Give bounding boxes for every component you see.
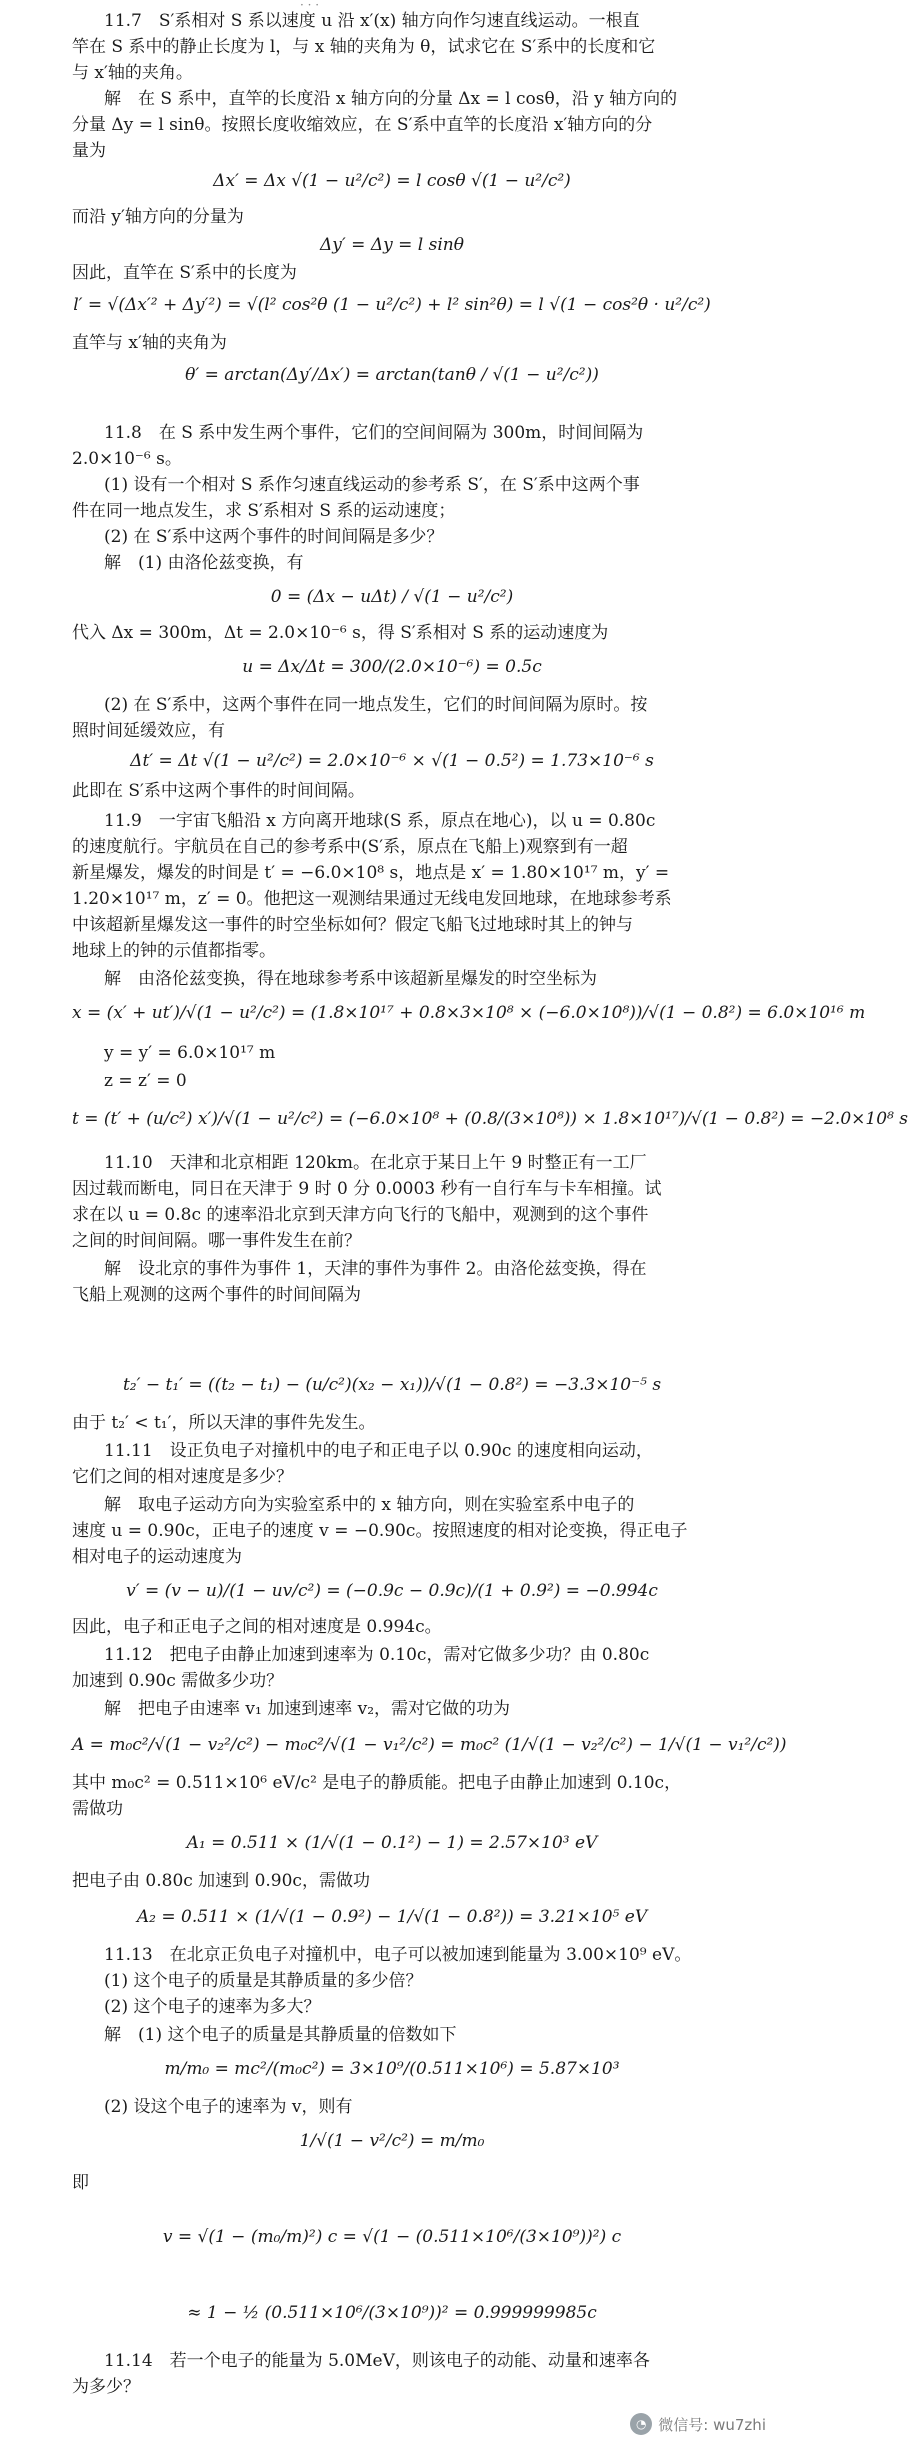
text-line: (2) 设这个电子的速率为 v，则有 [104,2097,353,2117]
equation-line: t₂′ − t₁′ = ((t₂ − t₁) − (u/c²)(x₂ − x₁))/√(1 − 0.8²) = −3.3×10⁻⁵ s [122,1375,662,1395]
text-line: 与 x′轴的夹角。 [72,63,193,83]
text-line: (2) 这个电子的速率为多大？ [104,1997,321,2017]
text-line: 而沿 y′轴方向的分量为 [72,207,244,227]
text-line: 解 (1) 由洛伦兹变换，有 [104,553,304,573]
text-line: 相对电子的运动速度为 [72,1547,242,1567]
equation-line: A₁ = 0.511 × (1/√(1 − 0.1²) − 1) = 2.57×10³ eV [186,1833,598,1853]
wechat-icon: ◔ [630,2413,652,2435]
text-line: 2.0×10⁻⁶ s。 [72,449,182,469]
text-line: 之间的时间间隔。哪一事件发生在前？ [72,1231,361,1251]
text-line: 解 把电子由速率 v₁ 加速到速率 v₂，需对它做的功为 [104,1699,511,1719]
watermark-text: 微信号: wu7zhi [658,2415,766,2434]
text-line: 件在同一地点发生，求 S′系相对 S 系的运动速度； [72,501,456,521]
equation-line: A₂ = 0.511 × (1/√(1 − 0.9²) − 1/√(1 − 0.8²)) = 3.21×10⁵ eV [136,1907,648,1927]
text-line: y = y′ = 6.0×10¹⁷ m [104,1043,276,1063]
text-line: 照时间延缓效应，有 [72,721,225,741]
equation-line: 1/√(1 − v²/c²) = m/m₀ [299,2131,485,2151]
equation-line: v′ = (v − u)/(1 − uv/c²) = (−0.9c − 0.9c)/(1 + 0.9²) = −0.994c [126,1581,658,1601]
text-line: 解 设北京的事件为事件 1，天津的事件为事件 2。由洛伦兹变换，得在 [104,1259,647,1279]
text-line: 因过载而断电，同日在天津于 9 时 0 分 0.0003 秒有一自行车与卡车相撞。试 [72,1179,662,1199]
top-fragment: · · · [300,0,320,12]
text-line: 11.11 设正负电子对撞机中的电子和正电子以 0.90c 的速度相向运动， [104,1441,653,1461]
text-line: 解 取电子运动方向为实验室系中的 x 轴方向，则在实验室系中电子的 [104,1495,635,1515]
text-line: 11.9 一宇宙飞船沿 x 方向离开地球(S 系，原点在地心)，以 u = 0.80c [104,811,656,831]
text-line: 直竿与 x′轴的夹角为 [72,333,227,353]
text-line: 把电子由 0.80c 加速到 0.90c，需做功 [72,1871,370,1891]
equation-line: 0 = (Δx − uΔt) / √(1 − u²/c²) [270,587,514,607]
text-line: 飞船上观测的这两个事件的时间间隔为 [72,1285,361,1305]
text-line: 1.20×10¹⁷ m，z′ = 0。他把这一观测结果通过无线电发回地球，在地球参考系 [72,889,672,909]
text-line: 代入 Δx = 300m，Δt = 2.0×10⁻⁶ s，得 S′系相对 S 系的运动速度为 [72,623,609,643]
text-line: 分量 Δy = l sinθ。按照长度收缩效应，在 S′系中直竿的长度沿 x′轴方向的分 [72,115,653,135]
text-line: (2) 在 S′系中，这两个事件在同一地点发生，它们的时间间隔为原时。按 [104,695,648,715]
text-line: 求在以 u = 0.8c 的速率沿北京到天津方向飞行的飞船中，观测到的这个事件 [72,1205,649,1225]
equation-line: ≈ 1 − ½ (0.511×10⁶/(3×10⁹))² = 0.999999985c [187,2303,597,2323]
text-line: 11.13 在北京正负电子对撞机中，电子可以被加速到能量为 3.00×10⁹ eV。 [104,1945,692,1965]
equation-line: A = m₀c²/√(1 − v₂²/c²) − m₀c²/√(1 − v₁²/c²) = m₀c² (1/√(1 − v₂²/c²) − 1/√(1 − v₁²/c²)) [72,1735,787,1755]
text-line: 因此，电子和正电子之间的相对速度是 0.994c。 [72,1617,442,1637]
equation-line: Δt′ = Δt √(1 − u²/c²) = 2.0×10⁻⁶ × √(1 − 0.5²) = 1.73×10⁻⁶ s [130,751,654,771]
text-line: 竿在 S 系中的静止长度为 l，与 x 轴的夹角为 θ，试求它在 S′系中的长度和它 [72,37,656,57]
text-line: 解 由洛伦兹变换，得在地球参考系中该超新星爆发的时空坐标为 [104,969,597,989]
text-line: 解 在 S 系中，直竿的长度沿 x 轴方向的分量 Δx = l cosθ，沿 y 轴方向的 [104,89,678,109]
text-line: 它们之间的相对速度是多少？ [72,1467,293,1487]
text-line: 11.8 在 S 系中发生两个事件，它们的空间间隔为 300m，时间间隔为 [104,423,644,443]
text-line: (1) 设有一个相对 S 系作匀速直线运动的参考系 S′，在 S′系中这两个事 [104,475,640,495]
equation-line: l′ = √(Δx′² + Δy′²) = √(l² cos²θ (1 − u²/c²) + l² sin²θ) = l √(1 − cos²θ · u²/c²) [73,295,711,315]
text-line: 11.7 S′系相对 S 系以速度 u 沿 x′(x) 轴方向作匀速直线运动。一根直 [104,11,640,31]
watermark [630,2412,766,2436]
text-line: 其中 m₀c² = 0.511×10⁶ eV/c² 是电子的静质能。把电子由静止加速到 0.10c， [72,1773,682,1793]
equation-line: m/m₀ = mc²/(m₀c²) = 3×10⁹/(0.511×10⁶) = 5.87×10³ [164,2059,620,2079]
text-line: 量为 [72,141,106,161]
text-line: 由于 t₂′ < t₁′，所以天津的事件先发生。 [72,1413,376,1433]
text-line: z = z′ = 0 [104,1071,187,1091]
equation-line: v = √(1 − (m₀/m)²) c = √(1 − (0.511×10⁶/(3×10⁹))²) c [162,2227,622,2247]
text-line: 加速到 0.90c 需做多少功？ [72,1671,284,1691]
text-line: 11.10 天津和北京相距 120km。在北京于某日上午 9 时整正有一工厂 [104,1153,647,1173]
text-line: 地球上的钟的示值都指零。 [72,941,276,961]
equation-line: Δy′ = Δy = l sinθ [320,235,464,255]
text-line: 11.12 把电子由静止加速到速率为 0.10c，需对它做多少功？由 0.80c [104,1645,650,1665]
text-line: 需做功 [72,1799,123,1819]
text-line: 速度 u = 0.90c，正电子的速度 v = −0.90c。按照速度的相对论变换，得正电子 [72,1521,688,1541]
text-line: 解 (1) 这个电子的质量是其静质量的倍数如下 [104,2025,457,2045]
equation-line: u = Δx/Δt = 300/(2.0×10⁻⁶) = 0.5c [242,657,542,677]
text-line: 此即在 S′系中这两个事件的时间间隔。 [72,781,365,801]
equation-line: t = (t′ + (u/c²) x′)/√(1 − u²/c²) = (−6.0×10⁸ + (0.8/(3×10⁸)) × 1.8×10¹⁷)/√(1 − 0.8²) = −2.0×10⁸ s [72,1109,908,1129]
text-line: (1) 这个电子的质量是其静质量的多少倍？ [104,1971,423,1991]
text-line: 为多少？ [72,2377,140,2397]
text-line: 即 [72,2173,89,2193]
text-line: 11.14 若一个电子的能量为 5.0MeV，则该电子的动能、动量和速率各 [104,2351,650,2371]
equation-line: θ′ = arctan(Δy′/Δx′) = arctan(tanθ / √(1 − u²/c²)) [185,365,599,385]
text-line: 新星爆发，爆发的时间是 t′ = −6.0×10⁸ s，地点是 x′ = 1.80×10¹⁷ m，y′ = [72,863,670,883]
text-line: 中该超新星爆发这一事件的时空坐标如何？假定飞船飞过地球时其上的钟与 [72,915,633,935]
equation-line: x = (x′ + ut′)/√(1 − u²/c²) = (1.8×10¹⁷ + 0.8×3×10⁸ × (−6.0×10⁸))/√(1 − 0.8²) = 6.0×10¹⁶ m [72,1003,866,1023]
text-line: 的速度航行。宇航员在自己的参考系中(S′系，原点在飞船上)观察到有一超 [72,837,628,857]
text-line: (2) 在 S′系中这两个事件的时间间隔是多少？ [104,527,444,547]
equation-line: Δx′ = Δx √(1 − u²/c²) = l cosθ √(1 − u²/c²) [213,171,571,191]
text-line: 因此，直竿在 S′系中的长度为 [72,263,297,283]
